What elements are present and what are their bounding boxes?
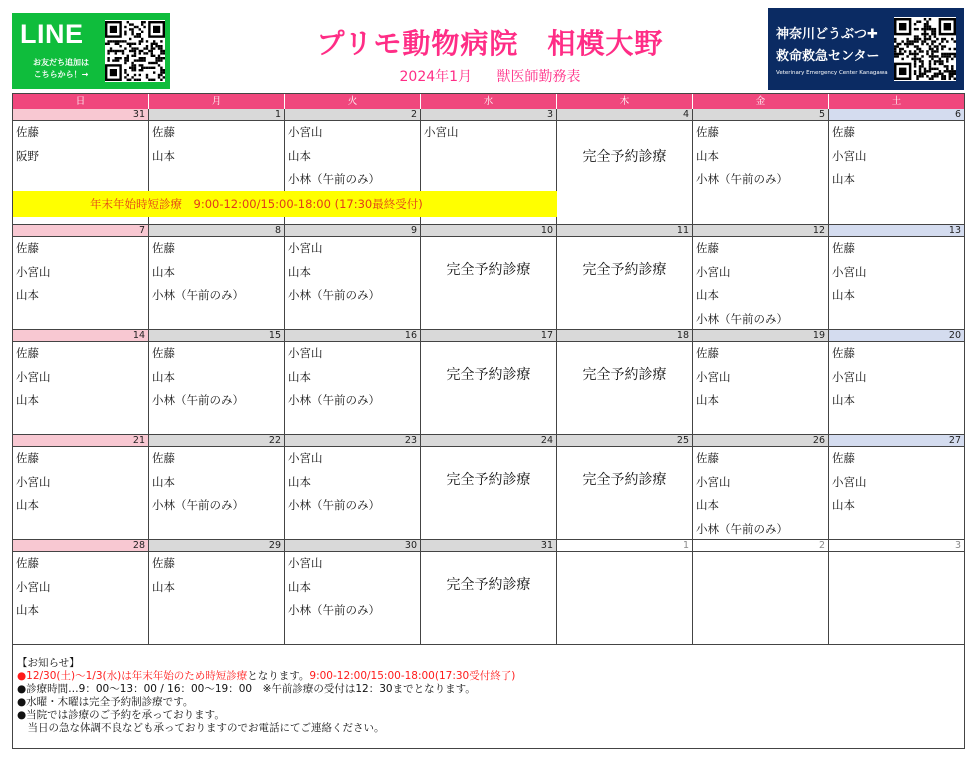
- weekday-header: 水: [421, 94, 557, 109]
- staff-name: 小林（午前のみ）: [152, 393, 244, 407]
- staff-name: 小宮山: [832, 369, 867, 384]
- notice-line: [17, 670, 964, 683]
- day-cell: [693, 225, 829, 330]
- day-number: 2: [693, 540, 828, 552]
- page-title: プリモ動物病院 相模大野: [316, 27, 664, 60]
- staff-name: 佐藤: [152, 556, 175, 570]
- day-number: 7: [13, 225, 148, 237]
- day-cell: [149, 225, 285, 330]
- reservation-only-label: 完全予約診療: [582, 367, 667, 383]
- day-number: 28: [13, 540, 148, 552]
- staff-list: [149, 342, 284, 415]
- staff-name: 山本: [832, 498, 855, 512]
- reservation-only-label: 完全予約診療: [582, 149, 667, 165]
- staff-list: [693, 447, 828, 543]
- line-friend-badge[interactable]: [12, 13, 170, 89]
- notice-line: 当日の急な体調不良なども承っておりますのでお電話にてご連絡ください。: [17, 722, 385, 734]
- staff-name: 佐藤: [832, 451, 855, 465]
- staff-name: 山本: [152, 369, 175, 384]
- staff-list: [421, 121, 556, 147]
- line-caption-line: こちらから！→: [33, 70, 89, 79]
- staff-name: 小宮山: [288, 125, 323, 139]
- day-cell: [421, 435, 557, 540]
- day-number: 27: [829, 435, 964, 447]
- subtitle-label: 獣医師勤務表: [496, 69, 581, 85]
- emergency-title-line1: [776, 23, 878, 42]
- reservation-only-label: 完全予約診療: [582, 262, 667, 278]
- day-cell: [829, 540, 965, 645]
- staff-name: 小宮山: [696, 369, 731, 384]
- staff-name: 佐藤: [832, 241, 855, 255]
- day-number: 5: [693, 109, 828, 121]
- staff-list: [13, 552, 148, 625]
- day-number: 10: [421, 225, 556, 237]
- staff-name: 佐藤: [696, 346, 719, 360]
- staff-name: 小林（午前のみ）: [288, 603, 380, 617]
- line-caption-line: お友だち追加は: [33, 58, 89, 67]
- emergency-name: 神奈川どうぶつ: [776, 27, 868, 42]
- day-cell: [693, 540, 829, 645]
- emergency-title-line2: 救命救急センター: [776, 49, 880, 64]
- week-row: [13, 435, 965, 540]
- notice-line: ●診療時間…9：00～13：00 / 16：00～19：00 ※午前診療の受付は12：30までとなります。: [17, 683, 476, 695]
- staff-name: 山本: [16, 603, 39, 617]
- day-number: 31: [421, 540, 556, 552]
- day-number: 29: [149, 540, 284, 552]
- staff-name: 小林（午前のみ）: [696, 172, 788, 186]
- staff-name: 小宮山: [16, 369, 51, 384]
- day-number: 31: [13, 109, 148, 121]
- duty-calendar: [12, 93, 965, 645]
- day-cell: [285, 435, 421, 540]
- weekday-header: 土: [829, 94, 965, 109]
- staff-name: 山本: [152, 148, 175, 163]
- day-number: 8: [149, 225, 284, 237]
- day-number: 3: [829, 540, 964, 552]
- staff-name: 小宮山: [288, 451, 323, 465]
- staff-name: 佐藤: [16, 241, 39, 255]
- day-cell: [829, 225, 965, 330]
- staff-name: 小宮山: [832, 148, 867, 163]
- staff-name: 佐藤: [152, 125, 175, 139]
- day-cell: [557, 109, 693, 225]
- staff-list: [829, 342, 964, 415]
- staff-name: 山本: [16, 288, 39, 302]
- staff-name: 小宮山: [288, 346, 323, 360]
- day-number: 19: [693, 330, 828, 342]
- notice-line: ●水曜・木曜は完全予約制診療です。: [17, 696, 194, 708]
- notice-box: [12, 643, 965, 749]
- staff-name: 小宮山: [832, 474, 867, 489]
- day-number: 1: [149, 109, 284, 121]
- staff-name: 山本: [288, 579, 311, 594]
- staff-name: 山本: [696, 148, 719, 163]
- staff-name: 小林（午前のみ）: [288, 498, 380, 512]
- weekday-header: 月: [149, 94, 285, 109]
- weekday-header: 日: [13, 94, 149, 109]
- notice-text: となります。: [247, 670, 310, 682]
- staff-name: 小宮山: [696, 264, 731, 279]
- staff-list: [149, 552, 284, 601]
- staff-name: 小宮山: [288, 241, 323, 255]
- staff-list: [149, 237, 284, 310]
- staff-list: [149, 121, 284, 170]
- day-cell: [557, 435, 693, 540]
- day-cell: [693, 330, 829, 435]
- week-row: [13, 330, 965, 435]
- staff-name: 山本: [152, 264, 175, 279]
- day-cell: [13, 435, 149, 540]
- staff-name: 山本: [832, 288, 855, 302]
- reservation-only-label: 完全予約診療: [446, 367, 531, 383]
- week-row: [13, 225, 965, 330]
- staff-name: 小宮山: [696, 474, 731, 489]
- staff-name: 佐藤: [832, 125, 855, 139]
- day-cell: [285, 540, 421, 645]
- emergency-english-name: Veterinary Emergency Center Kanagawa: [776, 70, 888, 76]
- day-number: 4: [557, 109, 692, 121]
- staff-name: 佐藤: [16, 556, 39, 570]
- day-cell: [557, 330, 693, 435]
- reservation-only-label: 完全予約診療: [582, 472, 667, 488]
- staff-list: [693, 342, 828, 415]
- staff-name: 佐藤: [696, 125, 719, 139]
- day-number: 17: [421, 330, 556, 342]
- day-number: 1: [557, 540, 692, 552]
- staff-list: [13, 121, 148, 170]
- staff-name: 小林（午前のみ）: [152, 288, 244, 302]
- staff-list: [285, 552, 420, 625]
- day-cell: [13, 540, 149, 645]
- staff-list: [149, 447, 284, 520]
- staff-name: 佐藤: [696, 451, 719, 465]
- reservation-only-label: 完全予約診療: [446, 577, 531, 593]
- staff-list: [829, 121, 964, 194]
- staff-name: 佐藤: [152, 346, 175, 360]
- staff-name: 山本: [152, 474, 175, 489]
- staff-name: 佐藤: [16, 451, 39, 465]
- staff-name: 山本: [152, 579, 175, 594]
- staff-name: 小宮山: [832, 264, 867, 279]
- staff-list: [13, 447, 148, 520]
- staff-list: [285, 447, 420, 520]
- day-number: 21: [13, 435, 148, 447]
- day-cell: [149, 435, 285, 540]
- staff-name: 小宮山: [16, 579, 51, 594]
- staff-name: 小宮山: [288, 556, 323, 570]
- staff-name: 佐藤: [696, 241, 719, 255]
- notice-line: ●当院では診療のご予約を承っております。: [17, 709, 225, 721]
- day-cell: [557, 225, 693, 330]
- week-row: [13, 109, 965, 225]
- staff-name: 小林（午前のみ）: [696, 311, 788, 326]
- staff-name: 山本: [696, 288, 719, 302]
- day-number: 12: [693, 225, 828, 237]
- staff-list: [829, 237, 964, 310]
- staff-name: 佐藤: [16, 125, 39, 139]
- day-number: 13: [829, 225, 964, 237]
- day-cell: [285, 330, 421, 435]
- day-cell: [285, 225, 421, 330]
- staff-name: 山本: [832, 172, 855, 186]
- day-cell: [149, 540, 285, 645]
- day-number: 3: [421, 109, 556, 121]
- day-number: 16: [285, 330, 420, 342]
- staff-name: 小林（午前のみ）: [152, 498, 244, 512]
- day-number: 15: [149, 330, 284, 342]
- day-number: 30: [285, 540, 420, 552]
- week-row: [13, 540, 965, 645]
- staff-list: [13, 237, 148, 310]
- day-number: 18: [557, 330, 692, 342]
- weekday-header: 金: [693, 94, 829, 109]
- day-number: 26: [693, 435, 828, 447]
- staff-name: 佐藤: [16, 346, 39, 360]
- qr-code-icon[interactable]: [105, 20, 165, 82]
- subtitle-month: 2024年1月: [399, 69, 473, 85]
- staff-list: [829, 447, 964, 520]
- day-number: 23: [285, 435, 420, 447]
- staff-name: 山本: [16, 498, 39, 512]
- qr-code-icon[interactable]: [894, 17, 956, 81]
- notice-red-hours: 9:00-12:00/15:00-18:00(17:30受付終了): [309, 670, 516, 682]
- day-cell: [829, 435, 965, 540]
- staff-name: 山本: [288, 369, 311, 384]
- day-cell: [13, 225, 149, 330]
- day-number: 24: [421, 435, 556, 447]
- staff-name: 山本: [16, 393, 39, 407]
- staff-list: [693, 237, 828, 333]
- day-cell: [693, 109, 829, 225]
- notice-red-text: ●12/30(土)～1/3(水)は年末年始のため時短診療: [17, 670, 248, 682]
- day-cell: [13, 330, 149, 435]
- day-cell: [421, 330, 557, 435]
- staff-name: 山本: [696, 498, 719, 512]
- staff-name: 小林（午前のみ）: [696, 521, 788, 536]
- staff-list: [285, 342, 420, 415]
- notice-heading: 【お知らせ】: [17, 657, 80, 669]
- staff-name: 小林（午前のみ）: [288, 172, 380, 186]
- day-number: 22: [149, 435, 284, 447]
- staff-name: 山本: [832, 393, 855, 407]
- plus-icon: ✚: [867, 27, 878, 42]
- staff-name: 佐藤: [152, 241, 175, 255]
- day-number: 14: [13, 330, 148, 342]
- staff-name: 山本: [696, 393, 719, 407]
- staff-name: 阪野: [16, 148, 39, 163]
- day-cell: [829, 330, 965, 435]
- staff-name: 山本: [288, 264, 311, 279]
- line-logo: LINE: [20, 19, 84, 49]
- staff-name: 小宮山: [424, 125, 459, 139]
- day-cell: [149, 330, 285, 435]
- staff-name: 山本: [288, 148, 311, 163]
- staff-name: 小宮山: [16, 264, 51, 279]
- staff-list: [285, 121, 420, 194]
- day-number: 11: [557, 225, 692, 237]
- staff-name: 佐藤: [152, 451, 175, 465]
- day-cell: [693, 435, 829, 540]
- weekday-header: 火: [285, 94, 421, 109]
- staff-name: 小林（午前のみ）: [288, 288, 380, 302]
- day-cell: [421, 540, 557, 645]
- day-cell: [829, 109, 965, 225]
- staff-name: 佐藤: [832, 346, 855, 360]
- day-cell: [421, 225, 557, 330]
- weekday-header: 木: [557, 94, 693, 109]
- staff-list: [285, 237, 420, 310]
- day-number: 2: [285, 109, 420, 121]
- staff-list: [693, 121, 828, 194]
- line-caption: [22, 57, 100, 81]
- staff-name: 小宮山: [16, 474, 51, 489]
- day-number: 6: [829, 109, 964, 121]
- reservation-only-label: 完全予約診療: [446, 262, 531, 278]
- weekday-header-row: [13, 94, 965, 109]
- staff-name: 山本: [288, 474, 311, 489]
- day-number: 25: [557, 435, 692, 447]
- reservation-only-label: 完全予約診療: [446, 472, 531, 488]
- staff-name: 小林（午前のみ）: [288, 393, 380, 407]
- emergency-center-badge[interactable]: [768, 8, 964, 90]
- day-number: 9: [285, 225, 420, 237]
- staff-list: [13, 342, 148, 415]
- day-number: 20: [829, 330, 964, 342]
- holiday-hours-banner: 年末年始時短診療 9:00-12:00/15:00-18:00 (17:30最終受付): [13, 191, 557, 217]
- day-cell: [557, 540, 693, 645]
- page-subtitle: [250, 66, 730, 86]
